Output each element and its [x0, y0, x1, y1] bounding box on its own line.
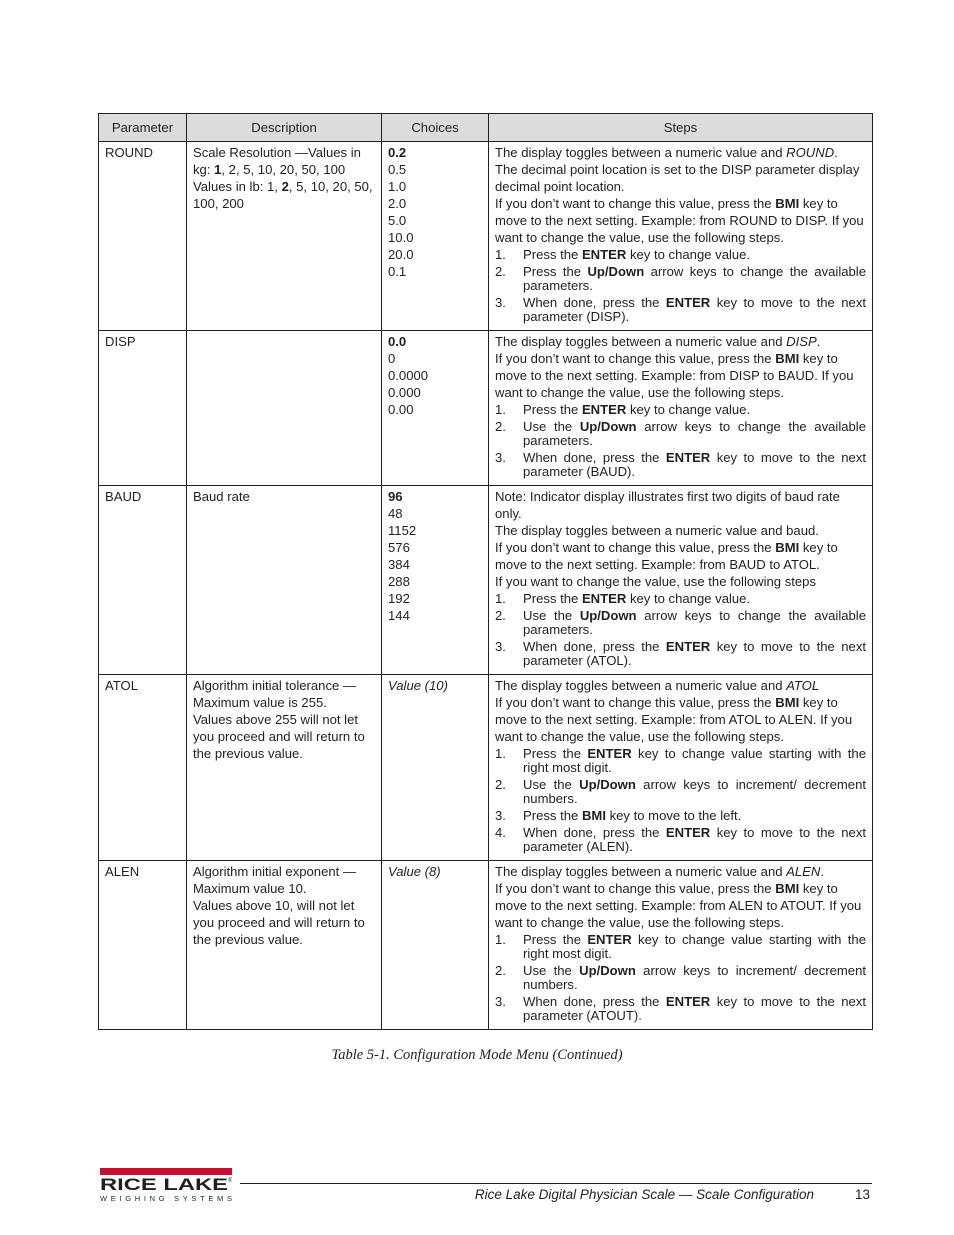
steps-cell [489, 861, 873, 1030]
steps-paragraph [495, 539, 866, 573]
footer-title: Rice Lake Digital Physician Scale — Scale Configuration [474, 1187, 814, 1202]
choice-value: 0.0000 [388, 368, 429, 383]
bold-text: BMI [775, 351, 800, 366]
steps-cell [489, 486, 873, 675]
text-run: . [820, 864, 825, 879]
parameter-cell: DISP [99, 331, 187, 486]
steps-paragraph [495, 573, 866, 590]
steps-paragraph [495, 195, 866, 246]
choice-value: 0 [388, 351, 396, 366]
steps-list [495, 403, 866, 479]
choice-value: 576 [388, 540, 410, 555]
text-run: The display toggles between a numeric value and baud. [495, 523, 819, 538]
rice-lake-logo [100, 1168, 232, 1204]
text-run: arrow keys to increment/ decrement numbers. [523, 963, 867, 992]
text-run: Algorithm initial tolerance — Maximum value is 255. [193, 678, 357, 710]
choices-cell [382, 486, 489, 675]
step-item [523, 809, 866, 823]
table-row [99, 142, 873, 331]
step-item [523, 296, 866, 324]
step-item [523, 933, 866, 961]
steps-paragraph [495, 677, 866, 694]
bold-text: BMI [775, 695, 800, 710]
bold-text: ENTER [665, 994, 711, 1009]
text-run: arrow keys to increment/ decrement numbers. [523, 777, 867, 806]
choice-value: Value (10) [388, 678, 448, 693]
choice-value: 20.0 [388, 247, 414, 262]
table-row [99, 861, 873, 1030]
bold-text: ENTER [665, 450, 711, 465]
text-run: When done, press the [523, 639, 666, 654]
steps-paragraph [495, 350, 866, 401]
bold-text: BMI [581, 808, 606, 823]
parameter-cell: ALEN [99, 861, 187, 1030]
choices-cell [382, 142, 489, 331]
step-item [523, 265, 866, 293]
text-run: key to move to the next setting. Example: from ROUND to DISP. If you want to change the value, use the following steps. [495, 196, 864, 245]
logo-registered-mark: ® [228, 1178, 232, 1184]
bold-text: BMI [775, 196, 800, 211]
steps-cell [489, 331, 873, 486]
step-item [523, 826, 866, 854]
bold-text: ENTER [587, 932, 632, 947]
choice-value: 0.1 [388, 264, 407, 279]
choice-value: Value (8) [388, 864, 441, 879]
text-run: The display toggles between a numeric value and [495, 145, 787, 160]
text-run: If you don’t want to change this value, press the [495, 695, 776, 710]
text-run: key to move to the next parameter (ALEN). [523, 825, 866, 854]
steps-paragraph [495, 694, 866, 745]
steps-list [495, 592, 866, 668]
header-choices: Choices [382, 114, 489, 142]
text-run: key to move to the next parameter (ATOUT). [523, 994, 866, 1023]
choices-cell [382, 675, 489, 861]
text-run: Values above 10, will not let you proceed and will return to the previous value. [193, 898, 365, 947]
description-cell [187, 675, 382, 861]
header-parameter: Parameter [99, 114, 187, 142]
text-run: Press the [523, 247, 582, 262]
text-run: key to move to the next parameter (BAUD). [523, 450, 866, 479]
parameter-cell: BAUD [99, 486, 187, 675]
choice-value: 2.0 [388, 196, 407, 211]
choice-value: 288 [388, 574, 410, 589]
table-row [99, 486, 873, 675]
step-item [523, 778, 866, 806]
choice-value: 384 [388, 557, 410, 572]
text-run: arrow keys to change the available parameters. [523, 419, 866, 448]
text-run: key to move to the next setting. Example: from ALEN to ATOUT. If you want to change the value, use the following steps. [495, 881, 862, 930]
table-row [99, 331, 873, 486]
steps-list [495, 933, 866, 1023]
bold-text: Up/Down [579, 419, 637, 434]
step-item [523, 403, 866, 417]
bold-text: ENTER [665, 639, 711, 654]
text-run: If you don’t want to change this value, press the [495, 540, 776, 555]
choice-value: 0.00 [388, 402, 414, 417]
table-body [99, 142, 873, 1030]
text-run: The display toggles between a numeric value and [495, 864, 787, 879]
step-item [523, 451, 866, 479]
text-run: key to move to the next parameter (DISP). [523, 295, 866, 324]
italic-text: DISP [786, 334, 817, 349]
choice-value: 10.0 [388, 230, 414, 245]
configuration-table [98, 113, 873, 1030]
choice-value: 1152 [388, 523, 417, 538]
text-run: When done, press the [523, 825, 666, 840]
text-run: The decimal point location is set to the DISP parameter display decimal point location. [495, 162, 860, 194]
choice-value: 5.0 [388, 213, 407, 228]
text-run: key to change value. [626, 247, 751, 262]
text-run: key to change value starting with the right most digit. [523, 932, 866, 961]
choices-cell [382, 861, 489, 1030]
italic-text: ALEN [786, 864, 821, 879]
steps-paragraph [495, 333, 866, 350]
steps-paragraph [495, 522, 866, 539]
text-run: key to move to the next setting. Example: from ATOL to ALEN. If you want to change the value, use the following steps. [495, 695, 853, 744]
text-run: Press the [523, 402, 582, 417]
text-run: key to move to the next setting. Example: from BAUD to ATOL. [495, 540, 838, 572]
steps-list [495, 747, 866, 854]
table-row [99, 675, 873, 861]
default-choice: 0.2 [388, 145, 407, 160]
steps-paragraph [495, 161, 866, 195]
text-run: Values in kg: [193, 145, 361, 177]
text-run: Use the [523, 777, 580, 792]
text-run: If you want to change the value, use the following steps [495, 574, 817, 589]
bold-text: Up/Down [579, 963, 636, 978]
text-run: If you don’t want to change this value, press the [495, 196, 776, 211]
table-caption: Table 5-1. Configuration Mode Menu (Continued) [331, 1047, 623, 1063]
step-item [523, 747, 866, 775]
step-item [523, 640, 866, 668]
choice-value: 1.0 [388, 179, 407, 194]
text-run: . [834, 145, 838, 160]
text-run: Values above 255 will not let you proceed and will return to the previous value. [193, 712, 365, 761]
text-run: arrow keys to change the available parameters. [523, 608, 866, 637]
steps-paragraph [495, 880, 866, 931]
choice-value: 144 [388, 608, 410, 623]
italic-text: ROUND [786, 145, 835, 160]
logo-subtitle: WEIGHING SYSTEMS [100, 1194, 232, 1203]
description-cell [187, 142, 382, 331]
bold-text: BMI [775, 540, 800, 555]
text-run: Use the [523, 608, 580, 623]
choice-value: 192 [388, 591, 410, 606]
text-run: key to change value starting with the right most digit. [523, 746, 866, 775]
description-cell [187, 331, 382, 486]
bold-text: Up/Down [587, 264, 645, 279]
steps-paragraph [495, 863, 866, 880]
steps-cell [489, 142, 873, 331]
logo-wordmark: RICE LAKE [100, 1175, 228, 1194]
text-run: Use the [523, 419, 580, 434]
text-run: key to move to the next parameter (ATOL). [523, 639, 866, 668]
footer-rule [240, 1183, 872, 1184]
header-description: Description [187, 114, 382, 142]
text-run: Values in lb: 1, [193, 179, 282, 194]
header-steps: Steps [489, 114, 873, 142]
bold-text: ENTER [581, 247, 627, 262]
table-header-row [99, 114, 873, 142]
bold-text: Up/Down [579, 777, 636, 792]
bold-text: 1 [214, 162, 222, 177]
steps-list [495, 248, 866, 324]
text-run: Baud rate [193, 489, 250, 504]
text-run: Note: Indicator display illustrates first two digits of baud rate only. [495, 489, 840, 521]
bold-text: ENTER [581, 402, 627, 417]
bold-text: ENTER [665, 825, 711, 840]
step-item [523, 248, 866, 262]
default-choice: 96 [388, 489, 403, 504]
text-run: , 5, 10, 20, 50, 100, 200 [193, 179, 373, 211]
steps-paragraph [495, 488, 866, 522]
text-run: key to move to the next setting. Example: from DISP to BAUD. If you want to change the value, use the following steps. [495, 351, 854, 400]
text-run: When done, press the [523, 994, 666, 1009]
description-cell [187, 486, 382, 675]
text-run: When done, press the [523, 295, 666, 310]
bold-text: BMI [775, 881, 800, 896]
steps-paragraph [495, 144, 866, 161]
default-choice: 0.0 [388, 334, 407, 349]
step-item [523, 609, 866, 637]
text-run: Press the [523, 591, 582, 606]
bold-text: ENTER [587, 746, 632, 761]
text-run: Press the [523, 264, 588, 279]
text-run: The display toggles between a numeric value and [495, 678, 787, 693]
step-item [523, 592, 866, 606]
logo-bar [100, 1168, 232, 1175]
text-run: Press the [523, 932, 588, 947]
description-cell [187, 861, 382, 1030]
choice-value: 0.000 [388, 385, 421, 400]
text-run: Press the [523, 746, 588, 761]
text-run: When done, press the [523, 450, 666, 465]
text-run: If you don’t want to change this value, press the [495, 881, 776, 896]
choices-cell [382, 331, 489, 486]
bold-text: ENTER [665, 295, 711, 310]
italic-text: ATOL [786, 678, 820, 693]
bold-text: 2 [281, 179, 289, 194]
page-number: 13 [854, 1187, 870, 1202]
text-run: Scale Resolution — [193, 145, 308, 160]
text-run: The display toggles between a numeric value and [495, 334, 787, 349]
steps-cell [489, 675, 873, 861]
bold-text: Up/Down [579, 608, 637, 623]
text-run: . [816, 334, 821, 349]
text-run: arrow keys to change the available parameters. [523, 264, 866, 293]
step-item [523, 964, 866, 992]
step-item [523, 995, 866, 1023]
text-run: key to move to the left. [605, 808, 742, 823]
bold-text: ENTER [581, 591, 627, 606]
parameter-cell: ATOL [99, 675, 187, 861]
choice-value: 0.5 [388, 162, 407, 177]
text-run: Press the [523, 808, 582, 823]
text-run: , 2, 5, 10, 20, 50, 100 [221, 162, 346, 177]
text-run: key to change value. [626, 591, 751, 606]
text-run: Use the [523, 963, 580, 978]
choice-value: 48 [388, 506, 403, 521]
parameter-cell: ROUND [99, 142, 187, 331]
step-item [523, 420, 866, 448]
text-run: Algorithm initial exponent — Maximum value 10. [193, 864, 357, 896]
text-run: key to change value. [626, 402, 751, 417]
text-run: If you don’t want to change this value, press the [495, 351, 776, 366]
